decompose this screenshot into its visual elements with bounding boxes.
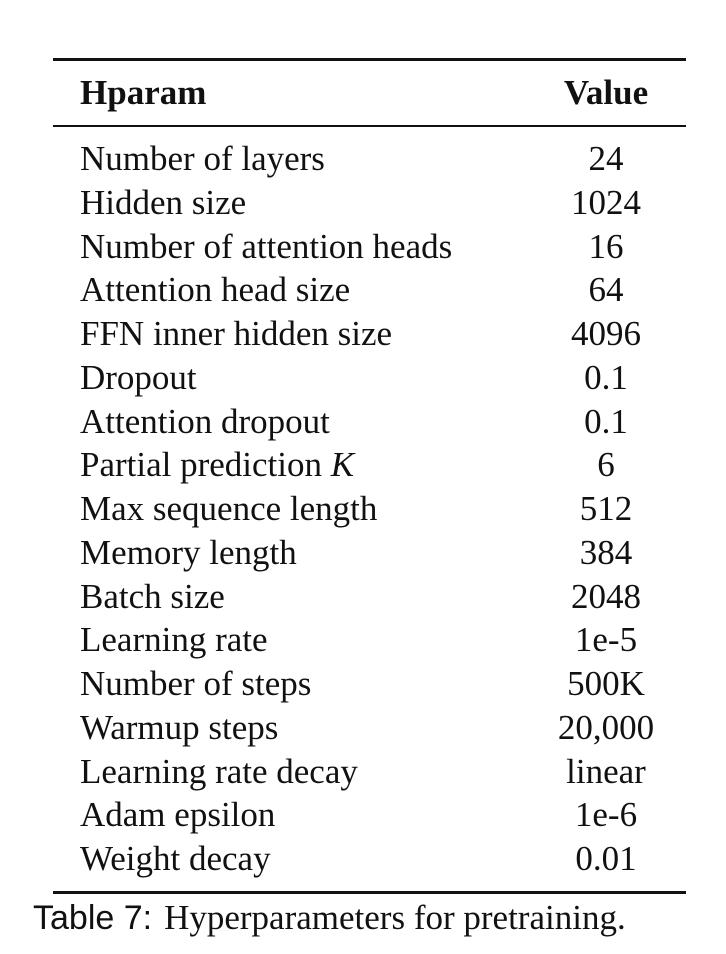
- hparam-name: Attention head size: [80, 270, 351, 310]
- table-row: [0, 837, 726, 881]
- table-row: [0, 662, 726, 706]
- hparam-value: 0.01: [575, 839, 637, 878]
- hparam-value: 512: [579, 489, 633, 528]
- hparam-value: 64: [588, 270, 624, 310]
- table-row: [0, 750, 726, 794]
- caption-text: Hyperparameters for pretraining.: [164, 898, 626, 937]
- hparam-name: Batch size: [80, 576, 225, 616]
- table-row: [0, 400, 726, 444]
- hparam-name: Memory length: [80, 532, 297, 572]
- hparam-value: 20,000: [557, 707, 655, 747]
- hparam-value: 1024: [571, 182, 641, 222]
- table-bottom-rule: [53, 891, 686, 894]
- table-row: [0, 312, 726, 356]
- hparam-value: 0.1: [584, 357, 628, 397]
- hparam-name: Max sequence length: [80, 489, 378, 528]
- caption-label: Table 7:: [33, 899, 153, 937]
- hparam-name: Weight decay: [80, 839, 271, 878]
- hparam-value: 1e-5: [574, 620, 638, 660]
- hparam-value: 384: [579, 532, 633, 572]
- hparam-name: Attention dropout: [80, 401, 330, 441]
- table-row: [0, 356, 726, 400]
- table-top-rule: [53, 58, 686, 61]
- table-row: [0, 531, 726, 575]
- math-symbol: K: [330, 445, 355, 485]
- hparam-value: 500K: [567, 664, 645, 703]
- hparam-name: Hidden size: [80, 182, 247, 222]
- hparam-name: Warmup steps: [80, 707, 279, 747]
- table-row: [0, 225, 726, 269]
- table-row: [0, 793, 726, 837]
- hparam-name: Learning rate decay: [80, 751, 358, 791]
- hparam-name: FFN inner hidden size: [80, 314, 393, 353]
- hparam-name: Adam epsilon: [80, 795, 276, 835]
- table-body: [0, 137, 726, 881]
- header-hparam: Hparam: [80, 73, 207, 112]
- header-value: Value: [563, 73, 649, 112]
- table-row: [0, 706, 726, 750]
- table-row: [0, 181, 726, 225]
- hparam-name: Number of attention heads: [80, 226, 453, 266]
- table-header-row: [0, 70, 726, 116]
- hparam-name: Partial prediction K: [80, 445, 355, 485]
- table-row: [0, 618, 726, 662]
- table-row: [0, 268, 726, 312]
- table-row: [0, 575, 726, 619]
- hparam-value: 0.1: [584, 401, 628, 441]
- hparam-value: linear: [566, 751, 646, 791]
- hparam-name: Number of steps: [80, 664, 312, 703]
- table-row: [0, 443, 726, 487]
- table-header-rule: [53, 125, 686, 127]
- hparam-value: 24: [588, 139, 624, 178]
- hparam-name: Number of layers: [80, 139, 325, 178]
- table-row: [0, 137, 726, 181]
- hparam-value: 2048: [571, 576, 641, 616]
- hparam-value: 1e-6: [574, 795, 638, 835]
- hparam-name: Learning rate: [80, 620, 268, 660]
- hparam-value: 16: [588, 226, 624, 266]
- hparam-value: 4096: [571, 314, 641, 353]
- hparam-name: Dropout: [80, 357, 197, 397]
- hparam-value: 6: [597, 445, 615, 485]
- table-caption: [33, 896, 626, 940]
- table-row: [0, 487, 726, 531]
